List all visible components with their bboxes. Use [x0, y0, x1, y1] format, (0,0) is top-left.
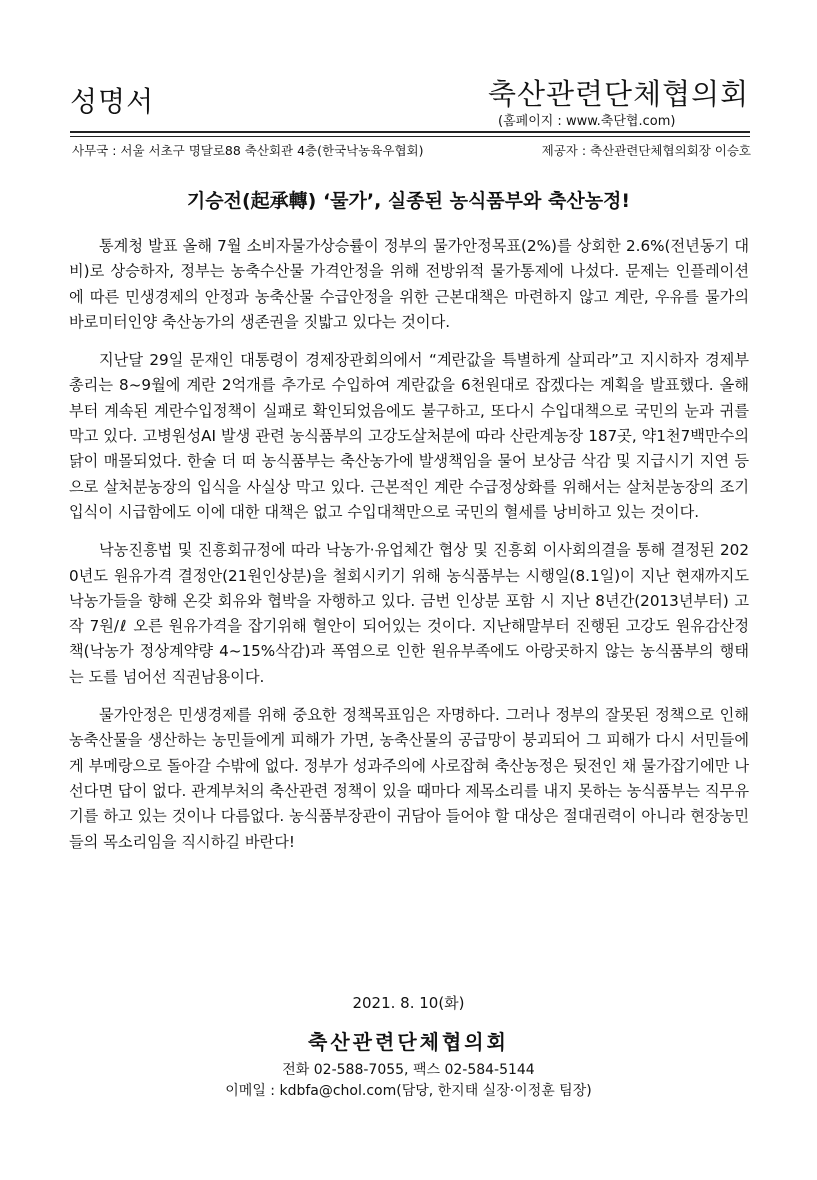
- email-contact[interactable]: 이메일 : kdbfa@chol.com(담당, 한지태 실장·이정훈 팀장): [225, 1083, 592, 1099]
- statement-date: 2021. 8. 10(화): [352, 994, 465, 1012]
- header-divider-thick: [70, 131, 750, 133]
- document-type-heading: 성명서: [70, 85, 155, 118]
- office-address: 사무국 : 서울 서초구 명달로88 축산회관 4층(한국낙농육우협회): [72, 143, 424, 158]
- provider-info: 제공자 : 축산관련단체협의회장 이승호: [541, 143, 751, 158]
- statement-body: [69, 234, 749, 868]
- homepage-link[interactable]: (홈페이지 : www.축단협.com): [498, 114, 676, 129]
- paragraph: 물가안정은 민생경제를 위해 중요한 정책목표임은 자명하다. 그러나 정부의 잘못된 정책으로 인해 농축산물을 생산하는 농민들에게 피해가 가면, 농축산물의 공급망이 붕괴되어 그 피해가 다시 서민들에게 부메랑으로 돌아갈 수밖에 없다. 정부가 성과주의에 사로잡혀 축산농정은 뒷전인 채 물가잡기에만 나선다면 답이 없다. 관계부처의 축산관련 정책이 있을 때마다 제목소리를 내지 못하는 농식품부는 직무유기를 하고 있는 것이나 다름없다. 농식품부장관이 귀담아 들어야 할 대상은 절대권력이 아니라 현장농민들의 목소리임을 직시하길 바란다!: [69, 706, 749, 851]
- header-divider-thin: [70, 136, 750, 137]
- signatory-organization: 축산관련단체협의회: [308, 1030, 509, 1054]
- statement-title: 기승전(起承轉) ‘물가’, 실종된 농식품부와 축산농정!: [186, 190, 631, 212]
- phone-fax: 전화 02-588-7055, 팩스 02-584-5144: [282, 1062, 535, 1078]
- paragraph: 지난달 29일 문재인 대통령이 경제장관회의에서 “계란값을 특별하게 살피라”고 지시하자 경제부총리는 8~9월에 계란 2억개를 추가로 수입하여 계란값을 6천원대로 잡겠다는 계획을 발표했다. 올해부터 계속된 계란수입정책이 실패로 확인되었음에도 불구하고, 또다시 수입대책으로 국민의 눈과 귀를 막고 있다. 고병원성AI 발생 관련 농식품부의 고강도살처분에 따라 산란계농장 187곳, 약1천7백만수의 닭이 매몰되었다. 한술 더 떠 농식품부는 축산농가에 발생책임을 물어 보상금 삭감 및 지급시기 지연 등으로 살처분농장의 입식을 사실상 막고 있다. 근본적인 계란 수급정상화를 위해서는 살처분농장의 조기입식이 시급함에도 이에 대한 대책은 없고 수입대책만으로 국민의 혈세를 낭비하고 있는 것이다.: [69, 351, 749, 521]
- organization-name: 축산관련단체협의회: [488, 77, 750, 111]
- paragraph: 통계청 발표 올해 7월 소비자물가상승률이 정부의 물가안정목표(2%)를 상회한 2.6%(전년동기 대비)로 상승하자, 정부는 농축수산물 가격안정을 위해 전방위적 물가통제에 나섰다. 문제는 인플레이션에 따른 민생경제의 안정과 농축산물 수급안정을 위한 근본대책은 마련하지 않고 계란, 우유를 물가의 바로미터인양 축산농가의 생존권을 짓밟고 있다는 것이다.: [69, 237, 749, 331]
- paragraph: 낙농진흥법 및 진흥회규정에 따라 낙농가·유업체간 협상 및 진흥회 이사회의결을 통해 결정된 2020년도 원유가격 결정안(21원인상분)을 철회시키기 위해 농식품부는 시행일(8.1일)이 지난 현재까지도 낙농가들을 향해 온갖 회유와 협박을 자행하고 있다. 금번 인상분 포함 시 지난 8년간(2013년부터) 고작 7원/ℓ 오른 원유가격을 잡기위해 혈안이 되어있는 것이다. 지난해말부터 진행된 고강도 원유감산정책(낙농가 정상계약량 4~15%삭감)과 폭염으로 인한 원유부족에도 아랑곳하지 않는 농식품부의 행태는 도를 넘어선 직권남용이다.: [69, 541, 749, 686]
